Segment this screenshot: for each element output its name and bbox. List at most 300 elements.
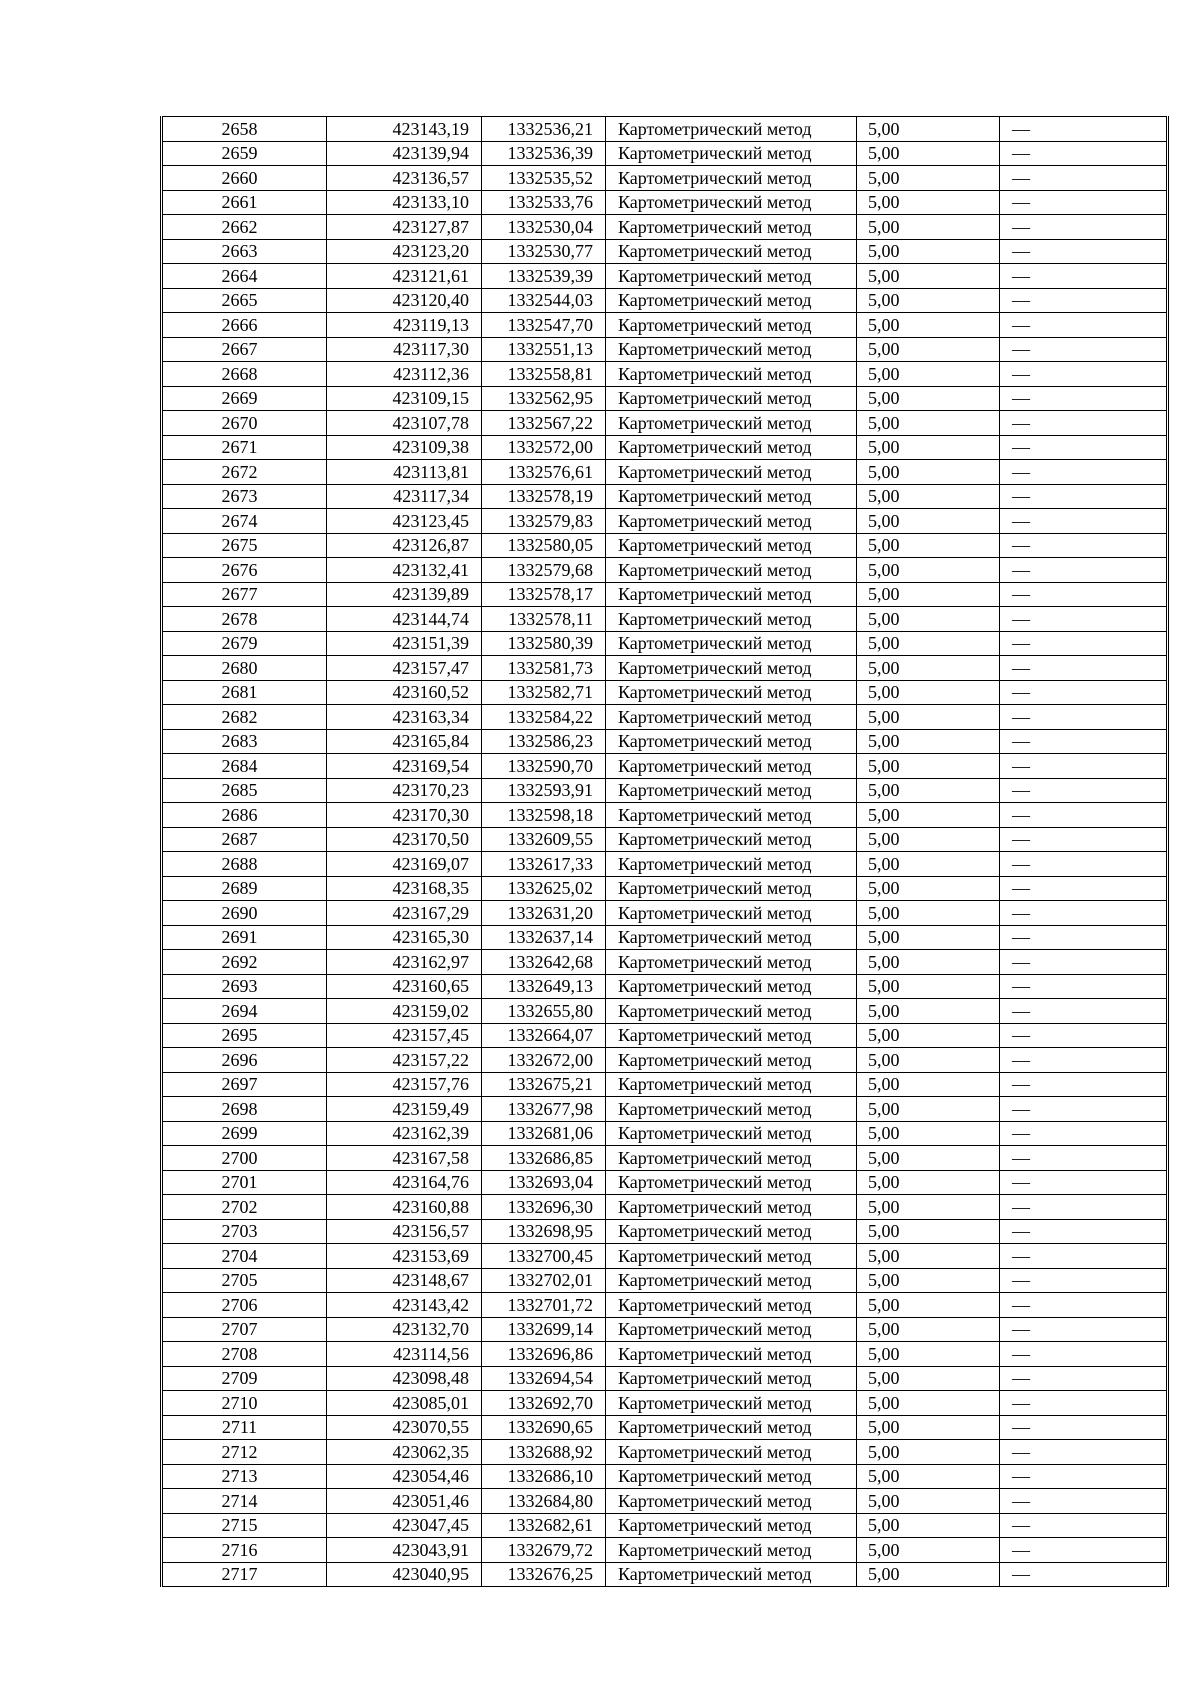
method-cell: Картометрический метод [606,386,857,411]
table-row [162,656,1168,681]
y-coordinate-cell: 1332617,33 [482,852,606,877]
accuracy-cell: 5,00 [857,1366,1000,1391]
point-number-cell: 2698 [162,1097,327,1122]
x-coordinate-cell: 423123,45 [327,509,482,534]
table-row [162,901,1168,926]
y-coordinate-cell: 1332539,39 [482,264,606,289]
x-coordinate-cell: 423085,01 [327,1391,482,1416]
point-number-cell: 2665 [162,288,327,313]
note-cell: — [1000,1268,1168,1293]
method-cell: Картометрический метод [606,1464,857,1489]
table-row [162,1366,1168,1391]
method-cell: Картометрический метод [606,705,857,730]
table-row [162,239,1168,264]
point-number-cell: 2688 [162,852,327,877]
x-coordinate-cell: 423169,54 [327,754,482,779]
accuracy-cell: 5,00 [857,754,1000,779]
x-coordinate-cell: 423107,78 [327,411,482,436]
accuracy-cell: 5,00 [857,974,1000,999]
table-row [162,288,1168,313]
method-cell: Картометрический метод [606,190,857,215]
point-number-cell: 2659 [162,141,327,166]
point-number-cell: 2694 [162,999,327,1024]
point-number-cell: 2686 [162,803,327,828]
y-coordinate-cell: 1332686,10 [482,1464,606,1489]
x-coordinate-cell: 423139,94 [327,141,482,166]
accuracy-cell: 5,00 [857,705,1000,730]
y-coordinate-cell: 1332686,85 [482,1146,606,1171]
method-cell: Картометрический метод [606,215,857,240]
note-cell: — [1000,1023,1168,1048]
table-row [162,509,1168,534]
table-row [162,876,1168,901]
y-coordinate-cell: 1332544,03 [482,288,606,313]
note-cell: — [1000,411,1168,436]
y-coordinate-cell: 1332562,95 [482,386,606,411]
accuracy-cell: 5,00 [857,1072,1000,1097]
method-cell: Картометрический метод [606,680,857,705]
y-coordinate-cell: 1332598,18 [482,803,606,828]
point-number-cell: 2697 [162,1072,327,1097]
point-number-cell: 2668 [162,362,327,387]
point-number-cell: 2682 [162,705,327,730]
note-cell: — [1000,1464,1168,1489]
y-coordinate-cell: 1332576,61 [482,460,606,485]
point-number-cell: 2683 [162,729,327,754]
table-row [162,582,1168,607]
point-number-cell: 2678 [162,607,327,632]
table-row [162,1415,1168,1440]
y-coordinate-cell: 1332675,21 [482,1072,606,1097]
x-coordinate-cell: 423109,15 [327,386,482,411]
point-number-cell: 2706 [162,1293,327,1318]
x-coordinate-cell: 423157,45 [327,1023,482,1048]
point-number-cell: 2685 [162,778,327,803]
y-coordinate-cell: 1332649,13 [482,974,606,999]
table-row [162,190,1168,215]
y-coordinate-cell: 1332693,04 [482,1170,606,1195]
note-cell: — [1000,1415,1168,1440]
note-cell: — [1000,117,1168,142]
x-coordinate-cell: 423132,70 [327,1317,482,1342]
note-cell: — [1000,950,1168,975]
note-cell: — [1000,705,1168,730]
x-coordinate-cell: 423143,42 [327,1293,482,1318]
accuracy-cell: 5,00 [857,1146,1000,1171]
y-coordinate-cell: 1332699,14 [482,1317,606,1342]
point-number-cell: 2681 [162,680,327,705]
y-coordinate-cell: 1332578,17 [482,582,606,607]
method-cell: Картометрический метод [606,1048,857,1073]
table-body [162,117,1168,1587]
method-cell: Картометрический метод [606,1023,857,1048]
x-coordinate-cell: 423148,67 [327,1268,482,1293]
x-coordinate-cell: 423047,45 [327,1513,482,1538]
y-coordinate-cell: 1332572,00 [482,435,606,460]
note-cell: — [1000,1219,1168,1244]
y-coordinate-cell: 1332536,21 [482,117,606,142]
accuracy-cell: 5,00 [857,876,1000,901]
accuracy-cell: 5,00 [857,1513,1000,1538]
note-cell: — [1000,1538,1168,1563]
y-coordinate-cell: 1332696,30 [482,1195,606,1220]
table-row [162,1097,1168,1122]
method-cell: Картометрический метод [606,754,857,779]
point-number-cell: 2713 [162,1464,327,1489]
note-cell: — [1000,754,1168,779]
x-coordinate-cell: 423098,48 [327,1366,482,1391]
accuracy-cell: 5,00 [857,901,1000,926]
accuracy-cell: 5,00 [857,215,1000,240]
note-cell: — [1000,852,1168,877]
note-cell: — [1000,631,1168,656]
y-coordinate-cell: 1332688,92 [482,1440,606,1465]
point-number-cell: 2661 [162,190,327,215]
accuracy-cell: 5,00 [857,313,1000,338]
point-number-cell: 2716 [162,1538,327,1563]
method-cell: Картометрический метод [606,582,857,607]
x-coordinate-cell: 423123,20 [327,239,482,264]
x-coordinate-cell: 423051,46 [327,1489,482,1514]
note-cell: — [1000,1121,1168,1146]
accuracy-cell: 5,00 [857,460,1000,485]
x-coordinate-cell: 423165,30 [327,925,482,950]
y-coordinate-cell: 1332698,95 [482,1219,606,1244]
method-cell: Картометрический метод [606,533,857,558]
point-number-cell: 2673 [162,484,327,509]
x-coordinate-cell: 423043,91 [327,1538,482,1563]
x-coordinate-cell: 423136,57 [327,166,482,191]
method-cell: Картометрический метод [606,509,857,534]
accuracy-cell: 5,00 [857,778,1000,803]
point-number-cell: 2680 [162,656,327,681]
accuracy-cell: 5,00 [857,1415,1000,1440]
x-coordinate-cell: 423159,49 [327,1097,482,1122]
table-row [162,680,1168,705]
table-row [162,852,1168,877]
y-coordinate-cell: 1332579,68 [482,558,606,583]
note-cell: — [1000,729,1168,754]
x-coordinate-cell: 423170,30 [327,803,482,828]
note-cell: — [1000,190,1168,215]
accuracy-cell: 5,00 [857,533,1000,558]
accuracy-cell: 5,00 [857,288,1000,313]
accuracy-cell: 5,00 [857,925,1000,950]
note-cell: — [1000,1244,1168,1269]
accuracy-cell: 5,00 [857,999,1000,1024]
x-coordinate-cell: 423144,74 [327,607,482,632]
x-coordinate-cell: 423062,35 [327,1440,482,1465]
note-cell: — [1000,264,1168,289]
table-row [162,411,1168,436]
accuracy-cell: 5,00 [857,558,1000,583]
y-coordinate-cell: 1332580,39 [482,631,606,656]
method-cell: Картометрический метод [606,950,857,975]
accuracy-cell: 5,00 [857,680,1000,705]
x-coordinate-cell: 423127,87 [327,215,482,240]
method-cell: Картометрический метод [606,1170,857,1195]
method-cell: Картометрический метод [606,1342,857,1367]
y-coordinate-cell: 1332676,25 [482,1562,606,1587]
method-cell: Картометрический метод [606,288,857,313]
y-coordinate-cell: 1332593,91 [482,778,606,803]
x-coordinate-cell: 423169,07 [327,852,482,877]
point-number-cell: 2679 [162,631,327,656]
note-cell: — [1000,386,1168,411]
x-coordinate-cell: 423160,65 [327,974,482,999]
y-coordinate-cell: 1332590,70 [482,754,606,779]
point-number-cell: 2663 [162,239,327,264]
accuracy-cell: 5,00 [857,827,1000,852]
method-cell: Картометрический метод [606,729,857,754]
x-coordinate-cell: 423157,76 [327,1072,482,1097]
accuracy-cell: 5,00 [857,607,1000,632]
note-cell: — [1000,1170,1168,1195]
y-coordinate-cell: 1332530,04 [482,215,606,240]
note-cell: — [1000,974,1168,999]
method-cell: Картометрический метод [606,337,857,362]
note-cell: — [1000,558,1168,583]
point-number-cell: 2671 [162,435,327,460]
table-row [162,117,1168,142]
y-coordinate-cell: 1332558,81 [482,362,606,387]
method-cell: Картометрический метод [606,1513,857,1538]
method-cell: Картометрический метод [606,876,857,901]
method-cell: Картометрический метод [606,778,857,803]
method-cell: Картометрический метод [606,925,857,950]
point-number-cell: 2662 [162,215,327,240]
x-coordinate-cell: 423162,97 [327,950,482,975]
point-number-cell: 2707 [162,1317,327,1342]
coordinates-table [160,116,1169,1587]
y-coordinate-cell: 1332578,19 [482,484,606,509]
x-coordinate-cell: 423120,40 [327,288,482,313]
method-cell: Картометрический метод [606,1219,857,1244]
method-cell: Картометрический метод [606,264,857,289]
method-cell: Картометрический метод [606,827,857,852]
point-number-cell: 2701 [162,1170,327,1195]
point-number-cell: 2693 [162,974,327,999]
note-cell: — [1000,901,1168,926]
y-coordinate-cell: 1332681,06 [482,1121,606,1146]
point-number-cell: 2692 [162,950,327,975]
y-coordinate-cell: 1332700,45 [482,1244,606,1269]
note-cell: — [1000,484,1168,509]
y-coordinate-cell: 1332551,13 [482,337,606,362]
point-number-cell: 2708 [162,1342,327,1367]
table-row [162,558,1168,583]
x-coordinate-cell: 423156,57 [327,1219,482,1244]
note-cell: — [1000,1440,1168,1465]
accuracy-cell: 5,00 [857,656,1000,681]
table-row [162,950,1168,975]
table-row [162,1072,1168,1097]
x-coordinate-cell: 423133,10 [327,190,482,215]
method-cell: Картометрический метод [606,1440,857,1465]
method-cell: Картометрический метод [606,974,857,999]
y-coordinate-cell: 1332642,68 [482,950,606,975]
note-cell: — [1000,1048,1168,1073]
x-coordinate-cell: 423160,52 [327,680,482,705]
table-row [162,607,1168,632]
point-number-cell: 2667 [162,337,327,362]
y-coordinate-cell: 1332536,39 [482,141,606,166]
point-number-cell: 2702 [162,1195,327,1220]
point-number-cell: 2689 [162,876,327,901]
point-number-cell: 2660 [162,166,327,191]
table-row [162,1293,1168,1318]
table-row [162,754,1168,779]
y-coordinate-cell: 1332637,14 [482,925,606,950]
accuracy-cell: 5,00 [857,1538,1000,1563]
table-row [162,1464,1168,1489]
method-cell: Картометрический метод [606,117,857,142]
accuracy-cell: 5,00 [857,1023,1000,1048]
method-cell: Картометрический метод [606,1317,857,1342]
y-coordinate-cell: 1332679,72 [482,1538,606,1563]
method-cell: Картометрический метод [606,607,857,632]
table-row [162,460,1168,485]
table-row [162,166,1168,191]
point-number-cell: 2675 [162,533,327,558]
accuracy-cell: 5,00 [857,264,1000,289]
note-cell: — [1000,288,1168,313]
accuracy-cell: 5,00 [857,1391,1000,1416]
method-cell: Картометрический метод [606,460,857,485]
y-coordinate-cell: 1332655,80 [482,999,606,1024]
table-row [162,631,1168,656]
y-coordinate-cell: 1332684,80 [482,1489,606,1514]
point-number-cell: 2695 [162,1023,327,1048]
table-row [162,1048,1168,1073]
table-row [162,1268,1168,1293]
method-cell: Картометрический метод [606,362,857,387]
method-cell: Картометрический метод [606,1268,857,1293]
method-cell: Картометрический метод [606,239,857,264]
table-row [162,533,1168,558]
accuracy-cell: 5,00 [857,386,1000,411]
table-row [162,435,1168,460]
method-cell: Картометрический метод [606,1538,857,1563]
y-coordinate-cell: 1332625,02 [482,876,606,901]
table-row [162,999,1168,1024]
x-coordinate-cell: 423054,46 [327,1464,482,1489]
y-coordinate-cell: 1332578,11 [482,607,606,632]
y-coordinate-cell: 1332672,00 [482,1048,606,1073]
point-number-cell: 2669 [162,386,327,411]
method-cell: Картометрический метод [606,852,857,877]
note-cell: — [1000,533,1168,558]
method-cell: Картометрический метод [606,558,857,583]
point-number-cell: 2714 [162,1489,327,1514]
accuracy-cell: 5,00 [857,337,1000,362]
accuracy-cell: 5,00 [857,1170,1000,1195]
y-coordinate-cell: 1332677,98 [482,1097,606,1122]
x-coordinate-cell: 423160,88 [327,1195,482,1220]
table-row [162,337,1168,362]
y-coordinate-cell: 1332547,70 [482,313,606,338]
point-number-cell: 2700 [162,1146,327,1171]
table-row [162,1538,1168,1563]
accuracy-cell: 5,00 [857,852,1000,877]
point-number-cell: 2664 [162,264,327,289]
point-number-cell: 2666 [162,313,327,338]
note-cell: — [1000,1072,1168,1097]
accuracy-cell: 5,00 [857,1219,1000,1244]
note-cell: — [1000,166,1168,191]
note-cell: — [1000,1391,1168,1416]
note-cell: — [1000,1562,1168,1587]
note-cell: — [1000,582,1168,607]
note-cell: — [1000,803,1168,828]
x-coordinate-cell: 423157,22 [327,1048,482,1073]
x-coordinate-cell: 423165,84 [327,729,482,754]
method-cell: Картометрический метод [606,1097,857,1122]
accuracy-cell: 5,00 [857,166,1000,191]
x-coordinate-cell: 423153,69 [327,1244,482,1269]
table-row [162,1391,1168,1416]
y-coordinate-cell: 1332692,70 [482,1391,606,1416]
note-cell: — [1000,460,1168,485]
note-cell: — [1000,1317,1168,1342]
y-coordinate-cell: 1332682,61 [482,1513,606,1538]
y-coordinate-cell: 1332586,23 [482,729,606,754]
note-cell: — [1000,1097,1168,1122]
y-coordinate-cell: 1332579,83 [482,509,606,534]
note-cell: — [1000,827,1168,852]
accuracy-cell: 5,00 [857,1342,1000,1367]
method-cell: Картометрический метод [606,1293,857,1318]
x-coordinate-cell: 423114,56 [327,1342,482,1367]
table-row [162,1170,1168,1195]
accuracy-cell: 5,00 [857,435,1000,460]
y-coordinate-cell: 1332664,07 [482,1023,606,1048]
table-row [162,264,1168,289]
accuracy-cell: 5,00 [857,1195,1000,1220]
point-number-cell: 2690 [162,901,327,926]
accuracy-cell: 5,00 [857,239,1000,264]
note-cell: — [1000,141,1168,166]
point-number-cell: 2672 [162,460,327,485]
table-row [162,1219,1168,1244]
method-cell: Картометрический метод [606,901,857,926]
x-coordinate-cell: 423070,55 [327,1415,482,1440]
method-cell: Картометрический метод [606,1244,857,1269]
method-cell: Картометрический метод [606,631,857,656]
table-row [162,362,1168,387]
method-cell: Картометрический метод [606,803,857,828]
point-number-cell: 2670 [162,411,327,436]
y-coordinate-cell: 1332690,65 [482,1415,606,1440]
method-cell: Картометрический метод [606,411,857,436]
x-coordinate-cell: 423132,41 [327,558,482,583]
table-row [162,1244,1168,1269]
table-row [162,1562,1168,1587]
y-coordinate-cell: 1332696,86 [482,1342,606,1367]
table-row [162,1440,1168,1465]
method-cell: Картометрический метод [606,141,857,166]
method-cell: Картометрический метод [606,435,857,460]
y-coordinate-cell: 1332609,55 [482,827,606,852]
accuracy-cell: 5,00 [857,362,1000,387]
table-row [162,313,1168,338]
x-coordinate-cell: 423112,36 [327,362,482,387]
method-cell: Картометрический метод [606,1391,857,1416]
note-cell: — [1000,656,1168,681]
x-coordinate-cell: 423163,34 [327,705,482,730]
y-coordinate-cell: 1332580,05 [482,533,606,558]
x-coordinate-cell: 423109,38 [327,435,482,460]
